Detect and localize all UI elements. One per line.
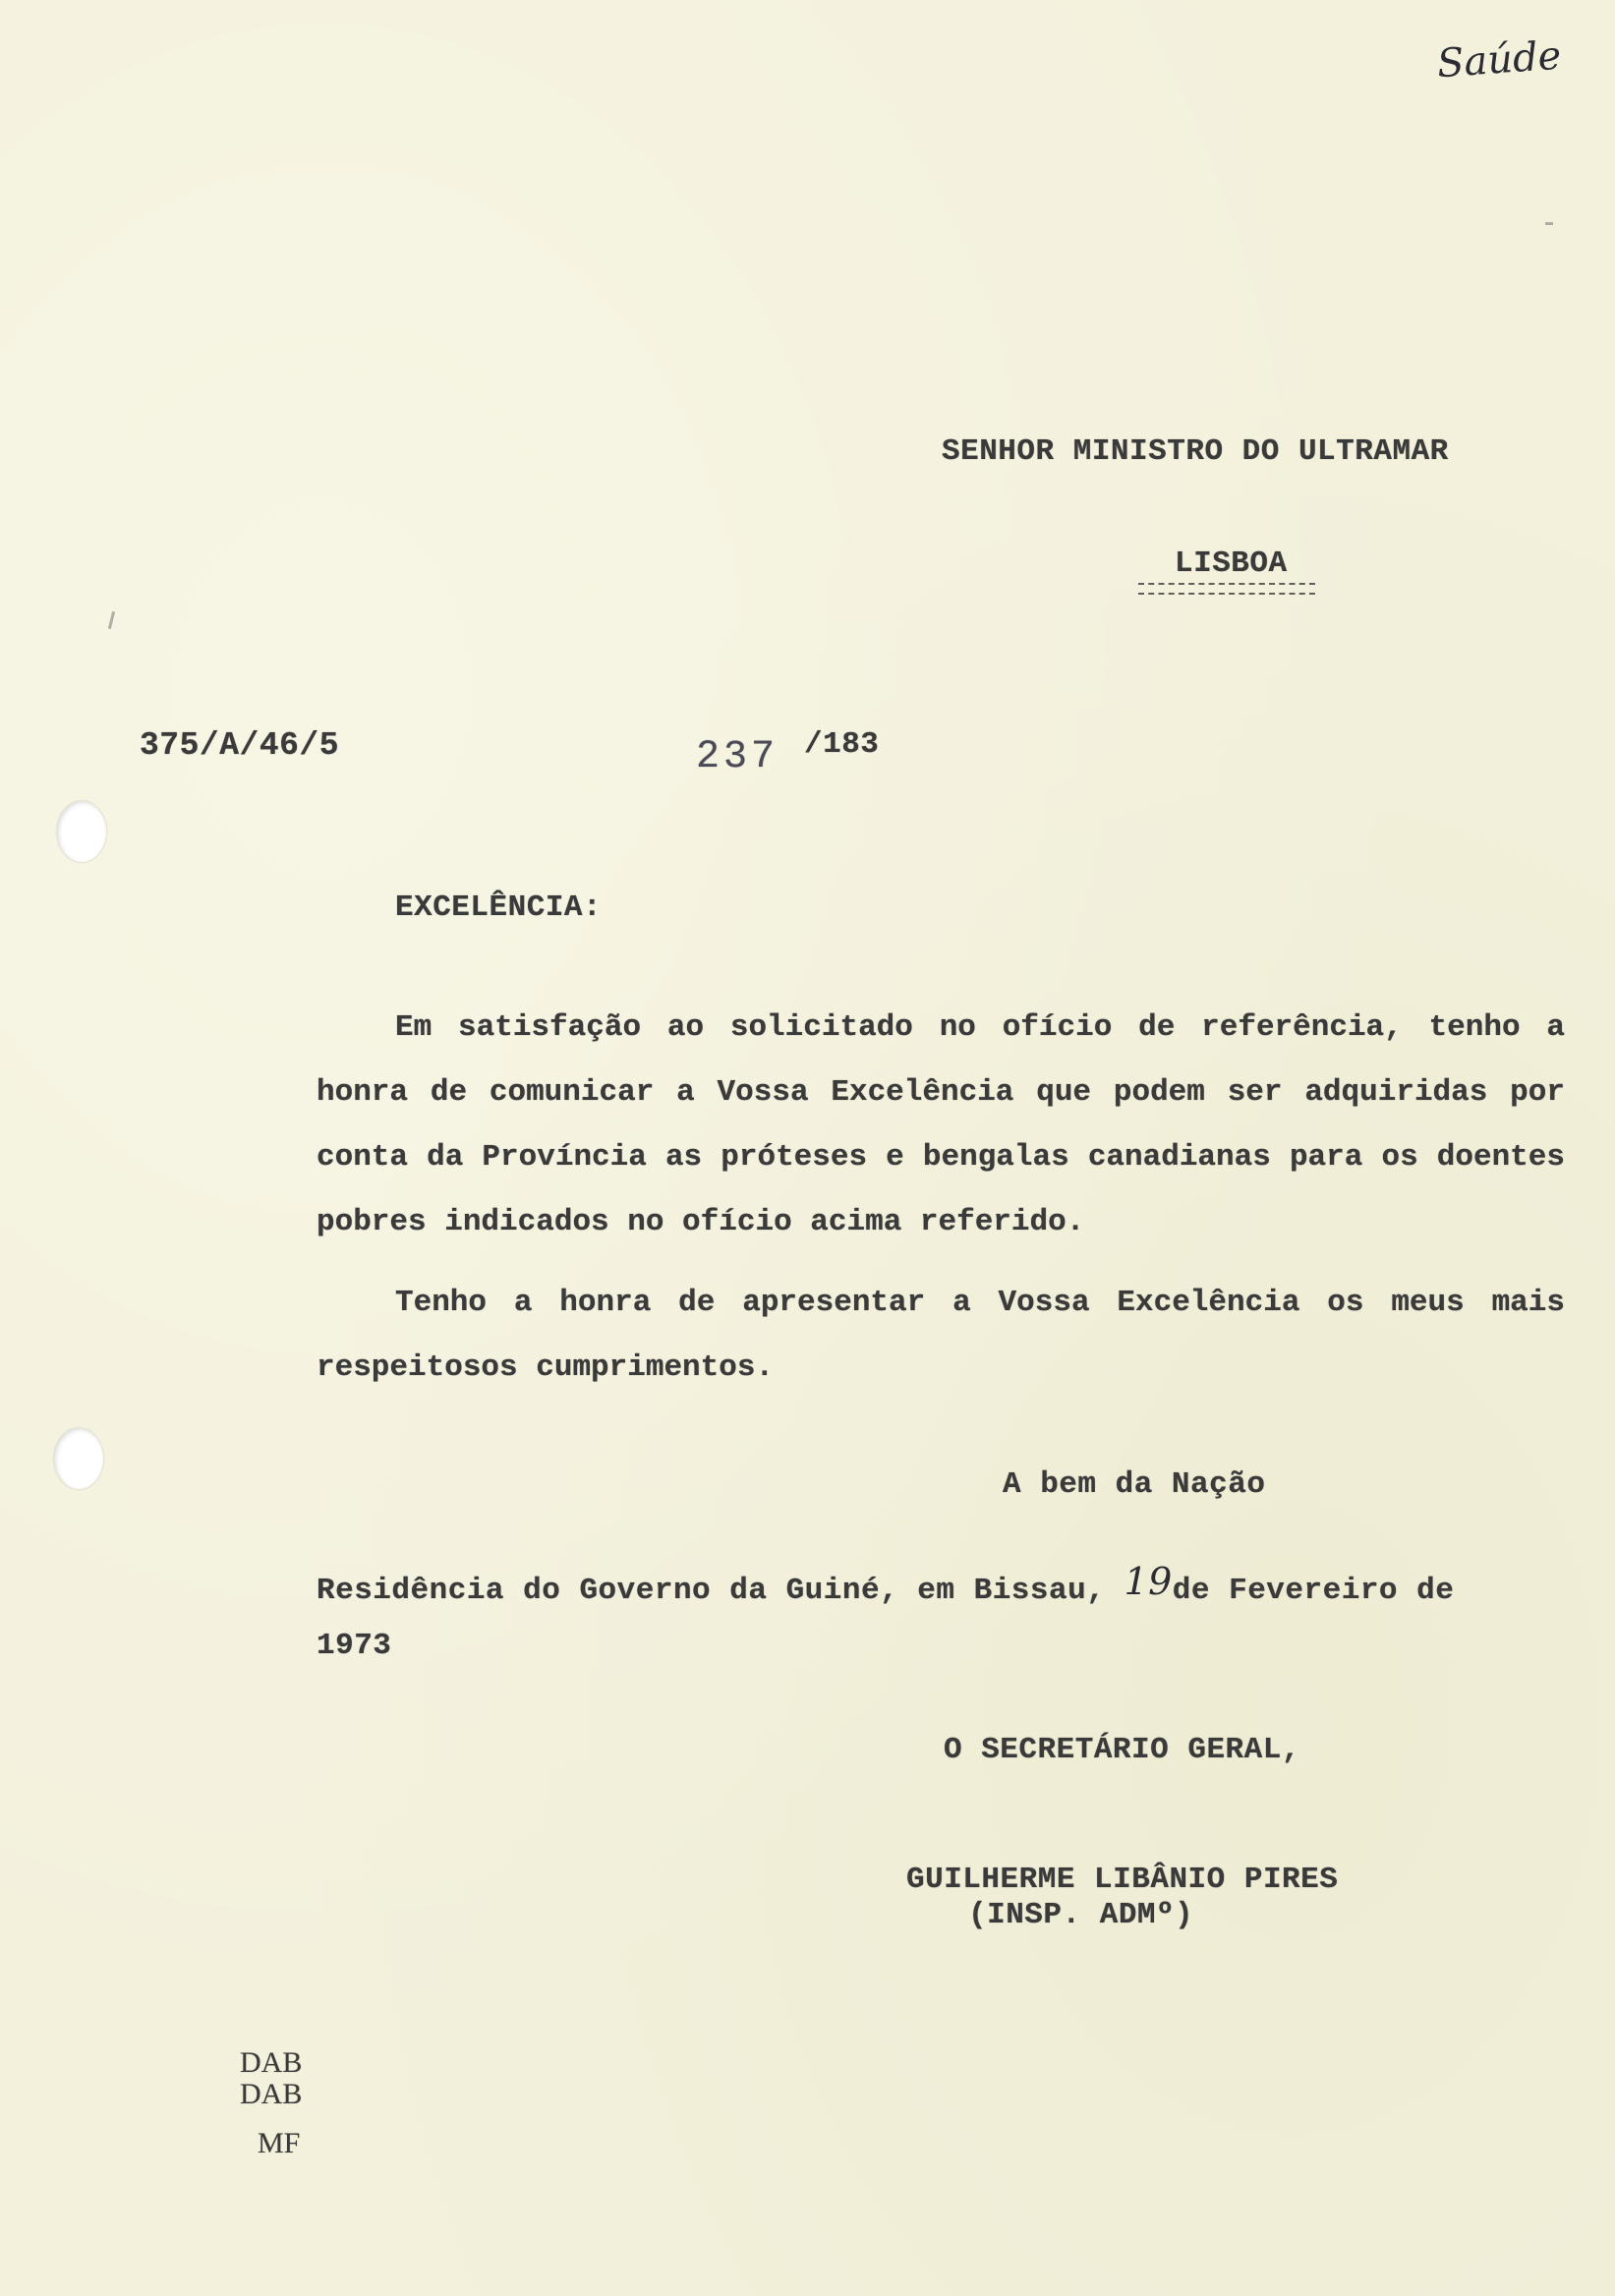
month-text: de Fevereiro de	[1172, 1574, 1455, 1608]
typist-initials: DAB	[240, 2046, 303, 2079]
paragraph-text: Tenho a honra de apresentar a Vossa Excelência os meus mais respeitosos cumprimentos.	[317, 1286, 1565, 1385]
handwritten-subject-note: Saúde	[1435, 32, 1563, 87]
salutation: EXCELÊNCIA:	[395, 890, 603, 925]
place-date-line	[317, 1560, 1455, 1608]
body-paragraph-1	[317, 996, 1565, 1255]
signatory-title: O SECRETÁRIO GERAL,	[944, 1733, 1300, 1767]
paper-speck	[1545, 222, 1553, 225]
paper-speck	[108, 611, 115, 629]
stamped-reference-number: 237	[696, 735, 779, 779]
signatory-role: (INSP. ADMº)	[968, 1898, 1194, 1932]
signatory-name: GUILHERME LIBÂNIO PIRES	[906, 1863, 1339, 1897]
typist-initials: MF	[258, 2127, 301, 2159]
file-reference-code: 375/A/46/5	[140, 727, 340, 764]
city-double-underline	[1138, 583, 1315, 595]
date-year: 1973	[317, 1629, 392, 1663]
punch-hole	[54, 1428, 103, 1489]
paragraph-text: Em satisfação ao solicitado no ofício de referência, tenho a honra de comunicar a Vossa Excelência que podem ser adquiridas por conta da Província as próteses e bengalas canadianas para os doentes pobres indicados no ofício acima referido.	[317, 1010, 1565, 1239]
addressee-line: SENHOR MINISTRO DO ULTRAMAR	[942, 434, 1449, 469]
closing-formula: A bem da Nação	[1003, 1467, 1266, 1502]
punch-hole	[57, 801, 106, 862]
body-paragraph-2	[317, 1271, 1565, 1401]
addressee-city: LISBOA	[1175, 546, 1288, 581]
typist-initials: DAB	[240, 2078, 303, 2110]
reference-suffix: /183	[804, 727, 880, 762]
handwritten-day: 19	[1124, 1560, 1173, 1603]
place-text: Residência do Governo da Guiné, em Bissau,	[317, 1574, 1106, 1608]
